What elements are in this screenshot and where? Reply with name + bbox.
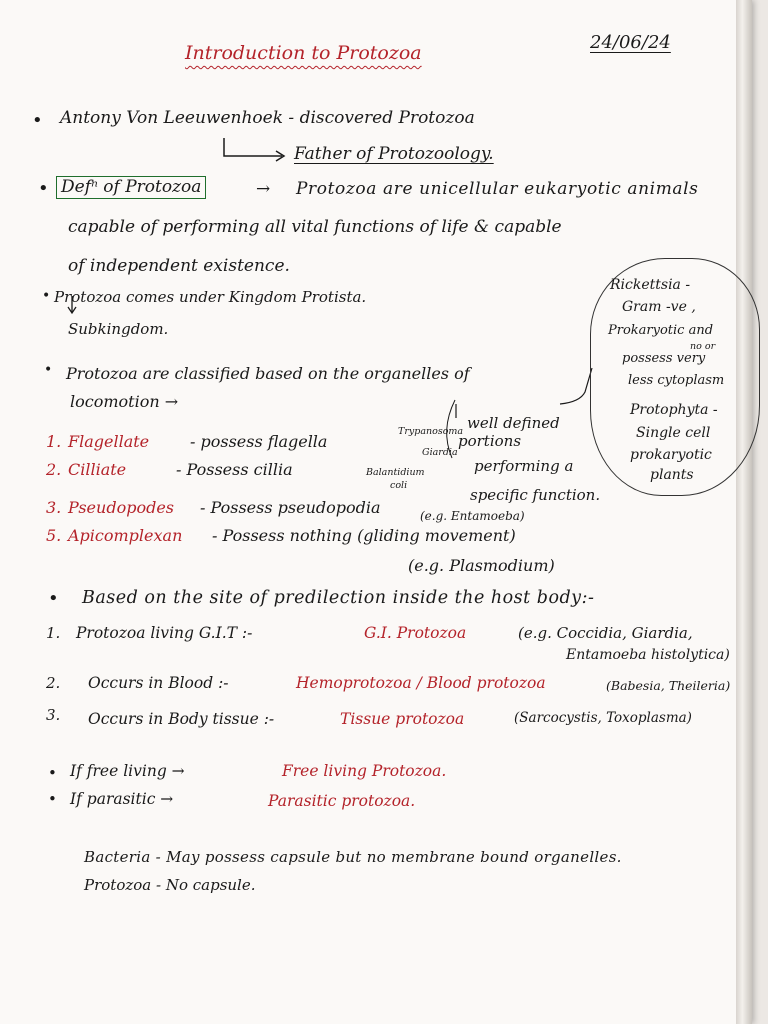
rickettsia-line: Prokaryotic and [608,323,714,338]
bullet-dot: • [48,588,59,609]
organelle-note: well defined [467,414,560,432]
class-item-desc: - Possess cillia [176,460,293,479]
classification-intro-2: locomotion → [70,392,179,411]
rickettsia-line: possess very [622,351,706,366]
page-title: Introduction to Protozoa [185,42,422,64]
bullet-dot: • [48,764,57,782]
class-item-number: 1. [46,432,62,451]
protophyta-line: plants [650,467,694,483]
class-item-name: Apicomplexan [68,526,183,545]
bullet-dot: • [48,790,57,808]
site-item-number: 2. [46,674,61,692]
protophyta-line: Single cell [636,425,711,441]
protozoa-line: Protozoa - No capsule. [84,876,256,894]
organelle-note: portions [458,432,522,450]
class-item-example: (e.g. Entamoeba) [420,509,525,523]
rickettsia-line: Rickettsia - [610,277,691,293]
rickettsia-line: less cytoplasm [628,373,725,388]
site-item-examples: (e.g. Coccidia, Giardia, [518,624,693,642]
site-item-lead: Occurs in Blood :- [88,674,229,692]
class-item-name: Flagellate [68,432,150,451]
site-item-examples: (Babesia, Theileria) [606,678,731,693]
organelle-note: performing a [474,457,574,475]
definition-line-1: Protozoa are unicellular eukaryotic animals [296,179,699,199]
protophyta-line: Protophyta - [630,402,718,418]
subkingdom-label: Subkingdom. [68,320,169,338]
definition-line-3: of independent existence. [68,256,290,276]
bullet-dot: • [38,178,49,199]
site-item-number: 3. [46,706,61,724]
page-date: 24/06/24 [590,32,671,53]
site-item-type: Tissue protozoa [340,710,465,728]
classification-intro: Protozoa are classified based on the organelles of [66,364,470,383]
class-item-example: Giardia [422,447,458,458]
class-item-name: Pseudopodes [68,498,174,517]
site-item-type: Hemoprotozoa / Blood protozoa [296,674,546,692]
organelle-note: specific function. [470,486,601,504]
class-item-example: Balantidium [366,467,425,478]
class-item-desc: - Possess pseudopodia [200,498,381,517]
bullet-dot: • [44,362,53,378]
leeuwenhoek-line: Antony Von Leeuwenhoek - discovered Protozoa [60,108,475,128]
rickettsia-line: no or [690,341,716,352]
protophyta-line: prokaryotic [630,447,712,463]
site-item-type: G.I. Protozoa [364,624,467,642]
rickettsia-line: Gram -ve , [622,299,696,315]
site-item-lead: Protozoa living G.I.T :- [76,624,253,642]
class-item-number: 2. [46,460,62,479]
definition-label: Defⁿ of Protozoa [56,176,206,199]
class-item-number: 5. [46,526,62,545]
class-item-name: Cilliate [68,460,127,479]
site-item-lead: Occurs in Body tissue :- [88,710,275,728]
class-item-desc: - possess flagella [190,432,328,451]
class-item-desc: - Possess nothing (gliding movement) [212,526,516,545]
site-heading: Based on the site of predilection inside the host body:- [82,588,595,608]
site-item-examples: (Sarcocystis, Toxoplasma) [514,710,692,726]
bacteria-line: Bacteria - May possess capsule but no membrane bound organelles. [84,848,622,866]
class-item-number: 3. [46,498,62,517]
definition-arrow: → [256,179,271,199]
free-living-lead: If free living → [70,762,185,780]
definition-line-2: capable of performing all vital functions of life & capable [68,217,562,237]
kingdom-line: Protozoa comes under Kingdom Protista. [54,288,367,306]
class-item-example: (e.g. Plasmodium) [408,556,555,575]
site-item-examples: Entamoeba histolytica) [566,647,730,663]
class-item-example: Trypanosoma [398,426,464,437]
bullet-dot: • [32,110,43,131]
bullet-dot: • [42,288,51,304]
free-living-value: Free living Protozoa. [282,762,447,780]
parasitic-lead: If parasitic → [70,790,174,808]
site-item-number: 1. [46,624,61,642]
parasitic-value: Parasitic protozoa. [268,792,416,810]
class-item-example: coli [390,480,408,491]
father-of-protozoology: Father of Protozoology. [294,144,494,164]
